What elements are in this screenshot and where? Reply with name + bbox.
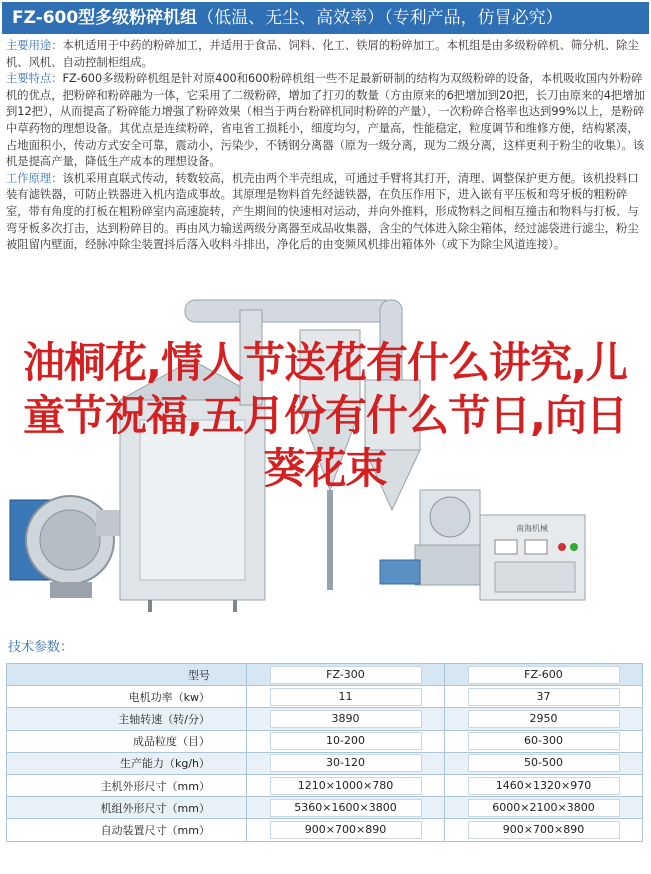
spec-header-model-a: FZ-300 xyxy=(247,664,445,686)
spec-value-a: 3890 xyxy=(247,708,445,730)
overlay-title: 油桐花,情人节送花有什么讲究,儿童节祝福,五月份有什么节日,向日葵花束 xyxy=(23,338,627,493)
product-title: FZ-600型多级粉碎机组 xyxy=(12,8,198,28)
product-header xyxy=(2,2,649,34)
table-row xyxy=(7,774,643,796)
spec-label: 机组外形尺寸（mm） xyxy=(7,797,247,819)
table-row xyxy=(7,730,643,752)
spec-label: 主轴转速（转/分） xyxy=(7,708,247,730)
table-row xyxy=(7,819,643,841)
table-row xyxy=(7,797,643,819)
features-text: FZ-600多级粉碎机组是针对原400和600粉碎机组一些不足最新研制的结构为双级粉碎的设备，本机吸收国内外粉碎机的优点，把粉碎和粉碎融为一体，它采用了二级粉碎，增加了打刃的数量（方由原来的6把增加到20把，长刀由原来的4把增加到12把），从而提高了粉碎能力增强了粉碎效果（相当于两台粉碎机同时粉碎的产量），一次粉碎合格率也达到99%以上，是粉碎中草药物的理想设备。其优点是连续粉碎，省电省工损耗小，细度均匀，产量高，性能稳定，粒度调节和维修方便，结构紧凑，占地面积小，传动方式安全可靠，震动小，污染少，不锈钢分离器（原为一级分离，现为二级分离，这样更利于粉尘的收集）。该机是提高产量，降低生产成本的理想设备。 xyxy=(6,72,645,169)
spec-value-a: 5360×1600×3800 xyxy=(247,797,445,819)
spec-header-model-b: FZ-600 xyxy=(445,664,643,686)
tech-section-title: 技术参数： xyxy=(8,640,74,655)
principle-paragraph xyxy=(6,171,646,254)
features-label: 主要特点： xyxy=(6,72,63,86)
spec-label: 成品粒度（目） xyxy=(7,730,247,752)
usage-paragraph xyxy=(6,38,646,71)
principle-text: 该机采用直联式传动，转数较高，机壳由两个半壳组成，可通过手臂将其打开，清理、调整保护更方便。该机投料口装有滤铁器，可防止铁器进入机内造成事故。其原理是物料首先经滤铁器，在负压作用下，进入嵌有平压板和弯牙板的粗粉碎室，带有角度的打板在粗粉碎室内高速旋转，产生期间的快速相对运动，并向外推料，形成物料之间相互撞击和物料与打板、与弯牙板多次打击，达到粉碎目的。再由风力输送两级分离器至成品收集器，含尘的气体进入除尘箱体，经过滤袋进行滤尘，粉尘被阻留内壁面，经脉冲除尘装置抖后落入收料斗排出，净化后的由变频风机排出箱体外（或下为除尘风道连接）。 xyxy=(6,171,639,252)
spec-label: 生产能力（kg/h） xyxy=(7,752,247,774)
spec-value-a: 1210×1000×780 xyxy=(247,774,445,796)
spec-header-label: 型号 xyxy=(7,664,247,686)
spec-value-a: 10-200 xyxy=(247,730,445,752)
usage-label: 主要用途： xyxy=(6,39,63,52)
spec-value-b: 2950 xyxy=(445,708,643,730)
control-cabinet xyxy=(480,515,585,600)
spec-value-a: 11 xyxy=(247,686,445,708)
principle-label: 工作原理： xyxy=(6,171,63,185)
spec-label: 自动装置尺寸（mm） xyxy=(7,819,247,841)
product-description xyxy=(6,38,646,254)
table-row xyxy=(7,708,643,730)
table-row xyxy=(7,686,643,708)
spec-value-a: 30-120 xyxy=(247,752,445,774)
table-row xyxy=(7,752,643,774)
spec-value-b: 900×700×890 xyxy=(445,819,643,841)
usage-text: 本机适用于中药的粉碎加工，并适用于食品、饲料、化工、铁屑的粉碎加工。本机组是由多级粉碎机、筛分机、除尘机、风机、自动控制柜组成。 xyxy=(6,39,639,69)
spec-header-row xyxy=(7,664,643,686)
spec-value-b: 60-300 xyxy=(445,730,643,752)
spec-value-b: 50-500 xyxy=(445,752,643,774)
cabinet-brand: 南海机械 xyxy=(516,524,548,533)
spec-value-a: 900×700×890 xyxy=(247,819,445,841)
spec-value-b: 1460×1320×970 xyxy=(445,774,643,796)
spec-label: 主机外形尺寸（mm） xyxy=(7,774,247,796)
spec-value-b: 6000×2100×3800 xyxy=(445,797,643,819)
spec-label: 电机功率（kw） xyxy=(7,686,247,708)
product-features: （低温、无尘、高效率） xyxy=(197,8,385,28)
spec-value-b: 37 xyxy=(445,686,643,708)
spec-table xyxy=(6,663,643,842)
features-paragraph xyxy=(6,71,646,171)
patent-badge: （专利产品，仿冒必究） xyxy=(384,8,563,28)
